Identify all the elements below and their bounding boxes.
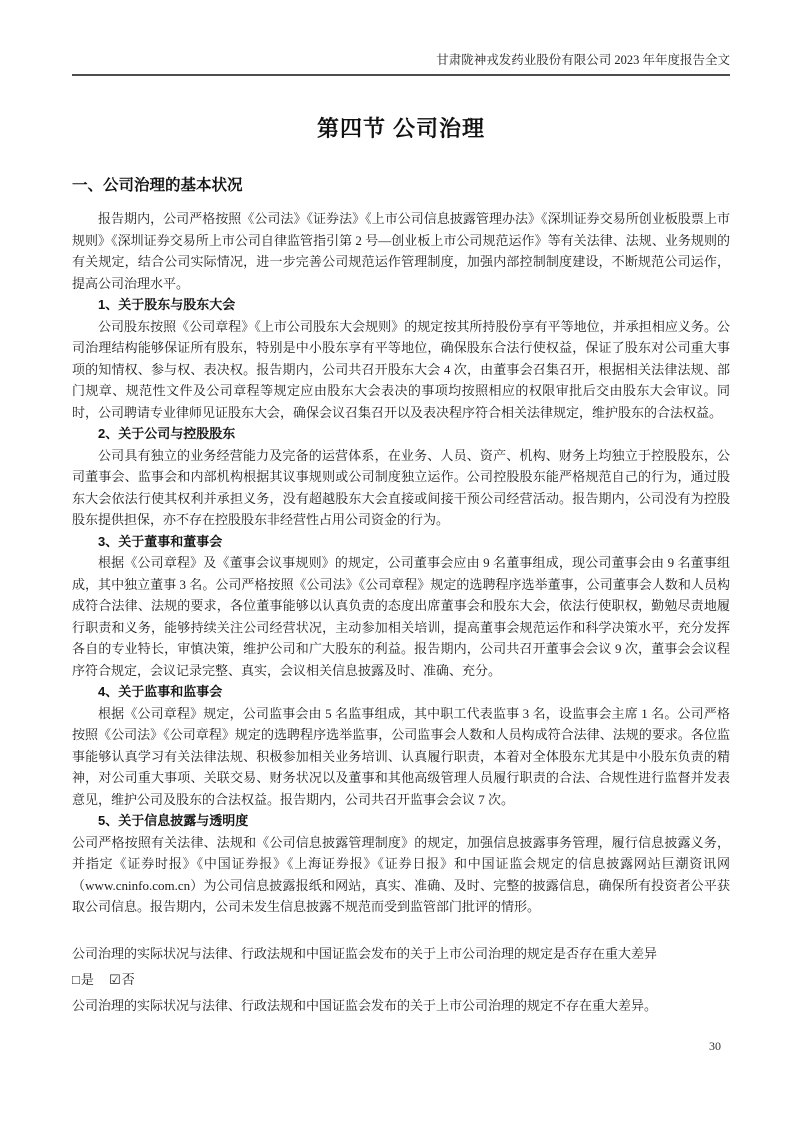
governance-difference-block	[72, 943, 730, 1016]
governance-difference-answer: 公司治理的实际状况与法律、行政法规和中国证监会发布的关于上市公司治理的规定不存在重大差异。	[72, 997, 658, 1013]
subsection-title-shareholders: 1、关于股东与股东大会	[98, 297, 236, 312]
checkbox-no-checked: ☑否	[109, 971, 136, 987]
section-heading: 一、公司治理的基本状况	[72, 177, 243, 194]
subsection-title-directors: 3、关于董事和董事会	[98, 533, 223, 549]
chapter-title: 第四节 公司治理	[316, 116, 486, 141]
subsection-title-disclosure: 5、关于信息披露与透明度	[98, 813, 249, 828]
subsection-body-supervisors: 根据《公司章程》规定，公司监事会由 5 名监事组成，其中职工代表监事 3 名，设监事会主席 1 名。公司严格按照《公司法》《公司章程》规定的选聘程序选举监事，公司监事会人数和人员构成符合法律、法规的要求。各位监事能够认真学习有关法律法规、积极参加相关业务培训、认真履行职责，本着对全体股东尤其是中小股东负责的精神，对公司重大事项、关联交易、财务状况以及董事和其他高级管理人员履行职责的合法、合规性进行监督并发表意见，维护公司及股东的合法权益。报告期内，公司共召开监事会会议 7 次。	[72, 705, 730, 807]
subsection-body-directors: 根据《公司章程》及《董事会议事规则》的规定，公司董事会应由 9 名董事组成，现公司董事会由 9 名董事组成，其中独立董事 3 名。公司严格按照《公司法》《公司章程》规定的选聘程序选举董事，公司董事会人数和人员构成符合法律、法规的要求，各位董事能够以认真负责的态度出席董事会和股东大会，依法行使职权，勤勉尽责地履行职责和义务，能够持续关注公司经营状况，主动参加相关培训，提高董事会规范运作和科学决策水平，充分发挥各自的专业特长，审慎决策，维护公司和广大股东的利益。报告期内，公司共召开董事会会议 9 次，董事会会议程序符合规定，会议记录完整、真实，会议相关信息披露及时、准确、充分。	[72, 555, 730, 678]
page-number: 30	[709, 1039, 721, 1053]
subsection-body-controlling-shareholder: 公司具有独立的业务经营能力及完备的运营体系，在业务、人员、资产、机构、财务上均独立于控股股东，公司董事会、监事会和内部机构根据其议事规则或公司制度独立运作。公司控股股东能严格规范自己的行为，通过股东大会依法行使其权利并承担义务，没有超越股东大会直接或间接干预公司经营活动。报告期内，公司没有为控股股东提供担保，亦不存在控股股东非经营性占用公司资金的行为。	[72, 447, 730, 527]
governance-difference-question: 公司治理的实际状况与法律、行政法规和中国证监会发布的关于上市公司治理的规定是否存在重大差异	[72, 945, 658, 961]
intro-paragraph: 报告期内，公司严格按照《公司法》《证券法》《上市公司信息披露管理办法》《深圳证券交易所创业板股票上市规则》《深圳证券交易所上市公司自律监管指引第 2 号—创业板上市公司规范运作》等有关法律、法规、业务规则的有关规定，结合公司实际情况，进一步完善公司规范运作管理制度，加强内部控制制度建设，不断规范公司运作，提高公司治理水平。	[72, 211, 730, 291]
subsection-body-disclosure: 公司严格按照有关法律、法规和《公司信息披露管理制度》的规定，加强信息披露事务管理，履行信息披露义务，并指定《证券时报》《中国证券报》《上海证券报》《证券日报》和中国证监会规定的信息披露网站巨潮资讯网（www.cninfo.com.cn）为公司信息披露报纸和网站，真实、准确、及时、完整的披露信息，确保所有投资者公平获取公司信息。报告期内，公司未发生信息披露不规范而受到监管部门批评的情形。	[72, 834, 730, 914]
report-title: 甘肃陇神戎发药业股份有限公司 2023 年年度报告全文	[436, 53, 730, 67]
subsection-title-supervisors: 4、关于监事和监事会	[98, 684, 223, 699]
checkbox-yes: □是	[72, 971, 95, 987]
subsection-body-shareholders: 公司股东按照《公司章程》《上市公司股东大会规则》的规定按其所持股份享有平等地位，并承担相应义务。公司治理结构能够保证所有股东，特别是中小股东享有平等地位，确保股东合法行使权益，保证了股东对公司重大事项的知情权、参与权、表决权。报告期内，公司共召开股东大会 4 次，由董事会召集召开，根据相关法律法规、部门规章、规范性文件及公司章程等规定应由股东大会表决的事项均按照相应的权限审批后交由股东大会审议。同时，公司聘请专业律师见证股东大会，确保会议召集召开以及表决程序符合相关法律规定，维护股东的合法权益。	[72, 318, 730, 420]
governance-difference-options	[72, 969, 730, 990]
header-divider	[72, 74, 730, 76]
page-header	[72, 50, 730, 74]
subsection-title-controlling-shareholder: 2、关于公司与控股股东	[98, 426, 236, 441]
section-body	[72, 208, 730, 918]
